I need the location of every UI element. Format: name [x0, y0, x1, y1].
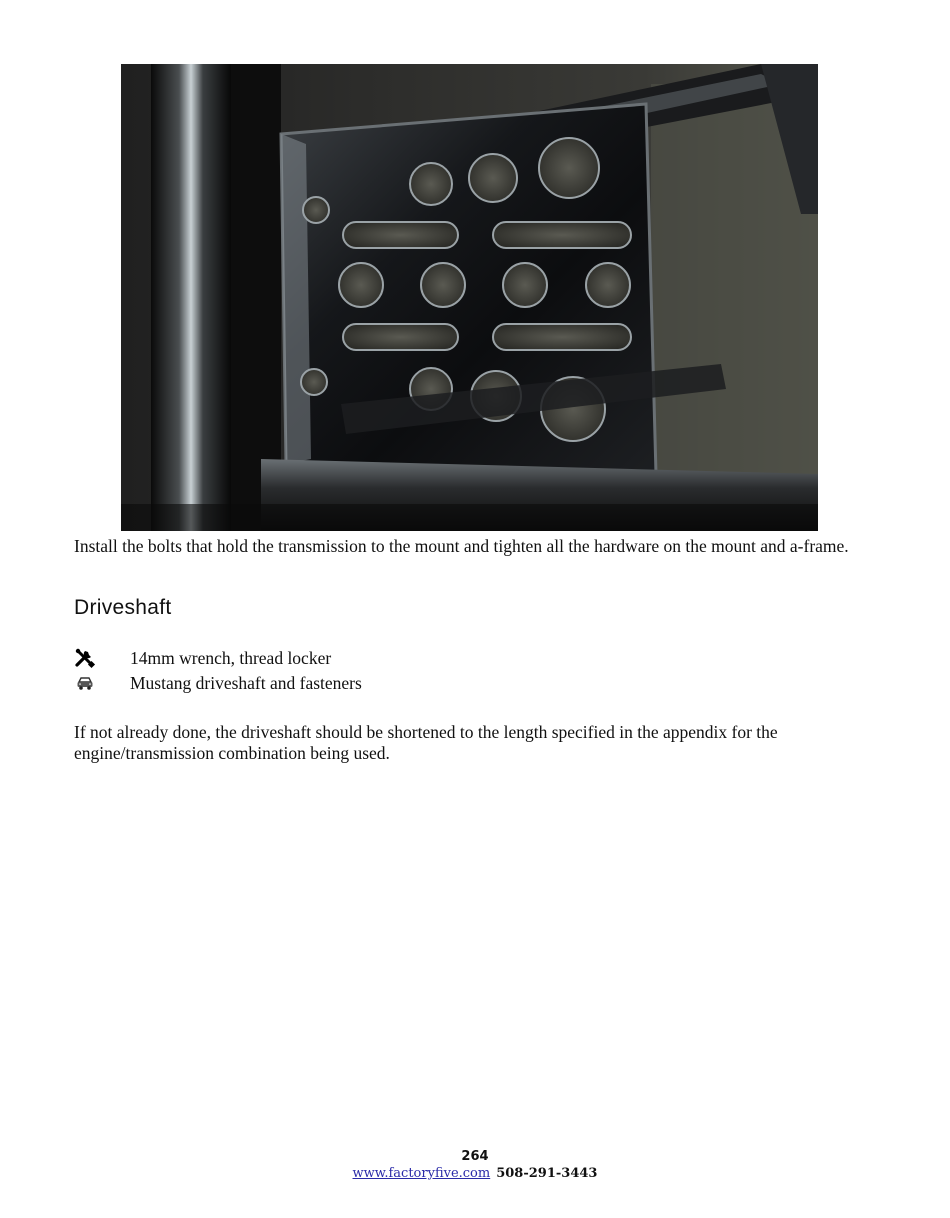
car-icon [74, 672, 96, 694]
footer-contact [0, 1166, 950, 1181]
transmission-mount-photo [121, 64, 818, 531]
requirement-text-parts: Mustang driveshaft and fasteners [130, 673, 362, 693]
section-heading-driveshaft: Driveshaft [74, 596, 172, 619]
tools-icon [74, 647, 96, 669]
page-number: 264 [461, 1149, 489, 1164]
requirement-item-parts [74, 672, 362, 694]
phone-number: 508-291-3443 [496, 1166, 598, 1181]
requirement-item-tools [74, 647, 332, 669]
website-link[interactable]: www.factoryfive.com [352, 1166, 491, 1181]
driveshaft-length-paragraph: If not already done, the driveshaft should be shortened to the length specified in the appendix for the engine/transmission combination being used. [74, 722, 778, 763]
install-bolts-paragraph: Install the bolts that hold the transmission to the mount and tighten all the hardware on the mount and a-frame. [74, 536, 849, 556]
requirement-text-tools: 14mm wrench, thread locker [130, 648, 332, 668]
